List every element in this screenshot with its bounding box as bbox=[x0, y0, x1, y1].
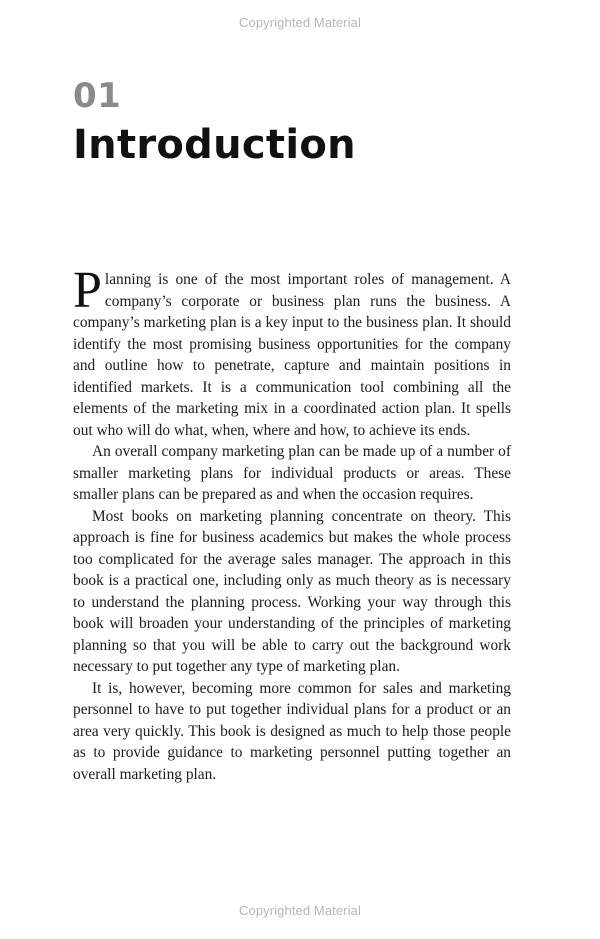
paragraph-2: An overall company marketing plan can be made up of a number of smaller marketing plans for individual products or areas. These smaller plans can be prepared as and when the occasion requires. bbox=[73, 443, 511, 503]
paragraph-4: It is, however, becoming more common for sales and marketing personnel to have to put together individual plans for a product or an area very quickly. This book is designed as much to help those people as to provide guidance to marketing personnel putting together an overall marketing plan. bbox=[73, 679, 511, 783]
chapter-number: 01 bbox=[73, 76, 122, 116]
drop-cap: P bbox=[73, 262, 102, 319]
paragraph-1-text: lanning is one of the most important roles of management. A company’s corporate or business plan runs the business. A company’s marketing plan is a key input to the business plan. It should identify the most promising business opportunities for the company and outline how to penetrate, capture and maintain positions in identified markets. It is a communication tool combining all the elements of the marketing mix in a coordinated action plan. It spells out who will do what, when, where and how, to achieve its ends. bbox=[73, 271, 511, 439]
paragraph-1 bbox=[73, 262, 511, 441]
chapter-title: Introduction bbox=[73, 122, 356, 168]
chapter-body bbox=[73, 262, 511, 785]
copyright-watermark-bottom: Copyrighted Material bbox=[239, 903, 361, 918]
copyright-watermark-top: Copyrighted Material bbox=[239, 15, 361, 30]
paragraph-3: Most books on marketing planning concentrate on theory. This approach is fine for business academics but makes the whole process too complicated for the average sales manager. The approach in this book is a practical one, including only as much theory as is necessary to understand the planning process. Working your way through this book will broaden your understanding of the principles of marketing planning so that you will be able to carry out the background work necessary to put together any type of marketing plan. bbox=[73, 507, 511, 675]
